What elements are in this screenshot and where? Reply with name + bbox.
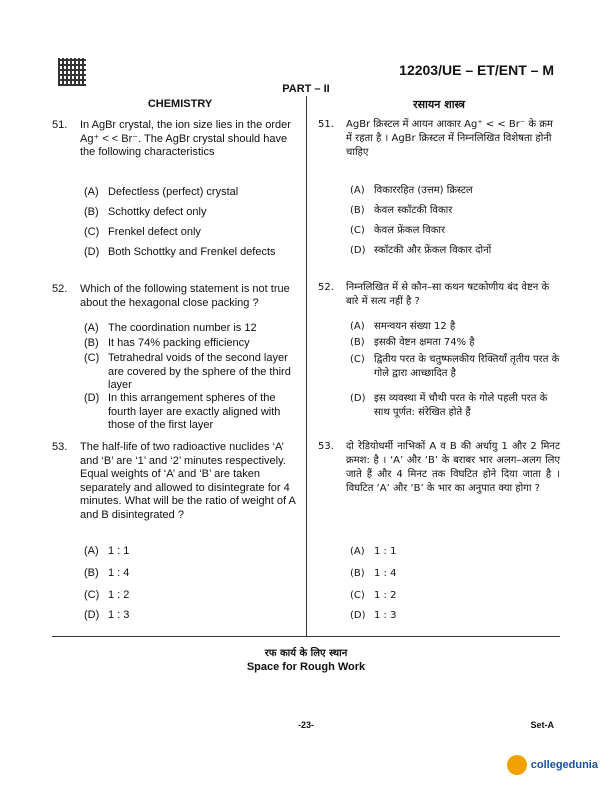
option-b[interactable]: (B) इसकी वेष्टन क्षमता 74% है <box>350 337 475 348</box>
part-heading: PART – II <box>282 83 330 95</box>
question-53-hindi: 53. दो रेडियोधर्मी नाभिकों A व B की अर्धायु 1 और 2 मिनट क्रमश: है । ‘A’ और ‘B’ के बराबर भार अलग–अलग लिए जाते हैं और 4 मिनट तक विघटित होने दिया जाता है । विघटित ‘A’ और ‘B’ के भार का अनुपात क्या होगा ? <box>318 441 560 494</box>
question-51 <box>52 119 298 160</box>
option-a[interactable]: (A) The coordination number is 12 <box>84 322 257 334</box>
question-text: Which of the following statement is not true about the hexagonal close packing ? <box>80 283 290 309</box>
page-number: -23- <box>297 720 314 730</box>
question-53 <box>52 441 298 522</box>
question-number: 51. <box>52 119 68 131</box>
option-d[interactable]: (D) इस व्यवस्था में चौथी परत के गोले पहली परत के साथ पूर्णत: संरेखित होते हैं <box>350 393 548 418</box>
option-a[interactable]: (A) विकाररहित (उत्तम) क्रिस्टल <box>350 185 473 196</box>
option-d[interactable]: (D) स्कॉटकी और फ्रेंकल विकार दोनों <box>350 245 492 256</box>
brand-name: collegedunia <box>530 759 598 771</box>
question-number: 52. <box>52 283 68 295</box>
option-c[interactable]: (C) 1 : 2 <box>350 590 397 601</box>
option-a[interactable]: (A) 1 : 1 <box>84 545 130 557</box>
english-questions <box>52 0 298 640</box>
option-a[interactable]: (A) समन्वयन संख्या 12 है <box>350 321 456 332</box>
option-c[interactable]: (C) केवल फ्रेंकल विकार <box>350 225 446 236</box>
question-52-hindi: 52. निम्नलिखित में से कौन–सा कथन षटकोणीय बंद वेष्टन के बारे में सत्य नहीं है ? <box>318 282 550 307</box>
set-label: Set-A <box>530 720 554 730</box>
option-b[interactable]: (B) Schottky defect only <box>84 206 207 218</box>
option-d[interactable]: (D) In this arrangement spheres of the fourth layer are exactly aligned with those of the first layer <box>84 392 281 431</box>
option-d[interactable]: (D) 1 : 3 <box>350 610 397 621</box>
question-52 <box>52 283 298 310</box>
question-51-hindi: 51. AgBr क्रिस्टल में आयन आकार Ag⁺ < < Br⁻ के क्रम में रहता है । AgBr क्रिस्टल में निम्नलिखित विशेषता होनी चाहिए <box>318 119 553 158</box>
paper-code: 12203/UE – ET/ENT – M <box>399 62 554 78</box>
question-text: The half-life of two radioactive nuclides ‘A’ and ‘B’ are ‘1’ and ‘2’ minutes respectively. Equal weights of ‘A’ and ‘B’ are taken separately and allowed to disintegrate for 4 minutes. What will be the ratio of weight of A and B disintegrated ? <box>80 441 296 521</box>
option-b[interactable]: (B) 1 : 4 <box>350 568 397 579</box>
option-c[interactable]: (C) Tetrahedral voids of the second layer are covered by the sphere of the third layer <box>84 352 291 391</box>
chemistry-heading: CHEMISTRY <box>147 98 213 110</box>
option-a[interactable]: (A) Defectless (perfect) crystal <box>84 186 239 198</box>
brand-logo[interactable] <box>507 755 598 775</box>
brand-mascot-icon <box>507 755 527 775</box>
chemistry-heading-hindi: रसायन शास्त्र <box>413 98 465 111</box>
rough-work-hindi: रफ कार्य के लिए स्थान <box>264 648 348 659</box>
column-divider <box>306 96 307 636</box>
question-number: 53. <box>52 441 68 453</box>
option-b[interactable]: (B) It has 74% packing efficiency <box>84 337 250 349</box>
option-d[interactable]: (D) Both Schottky and Frenkel defects <box>84 246 276 258</box>
option-c[interactable]: (C) 1 : 2 <box>84 589 130 601</box>
question-text: In AgBr crystal, the ion size lies in the order Ag⁺ < < Br⁻. The AgBr crystal should have the following characteristics <box>80 119 291 158</box>
rough-work-divider <box>52 636 560 637</box>
option-a[interactable]: (A) 1 : 1 <box>350 546 397 557</box>
hindi-questions <box>318 0 560 640</box>
option-b[interactable]: (B) 1 : 4 <box>84 567 130 579</box>
option-b[interactable]: (B) केवल स्कॉटकी विकार <box>350 205 453 216</box>
rough-work-english: Space for Rough Work <box>246 661 366 673</box>
option-d[interactable]: (D) 1 : 3 <box>84 609 130 621</box>
option-c[interactable]: (C) Frenkel defect only <box>84 226 201 238</box>
option-c[interactable]: (C) द्वितीय परत के चतुष्फलकीय रिक्तियाँ तृतीय परत के गोले द्वारा आच्छादित है <box>350 354 560 379</box>
